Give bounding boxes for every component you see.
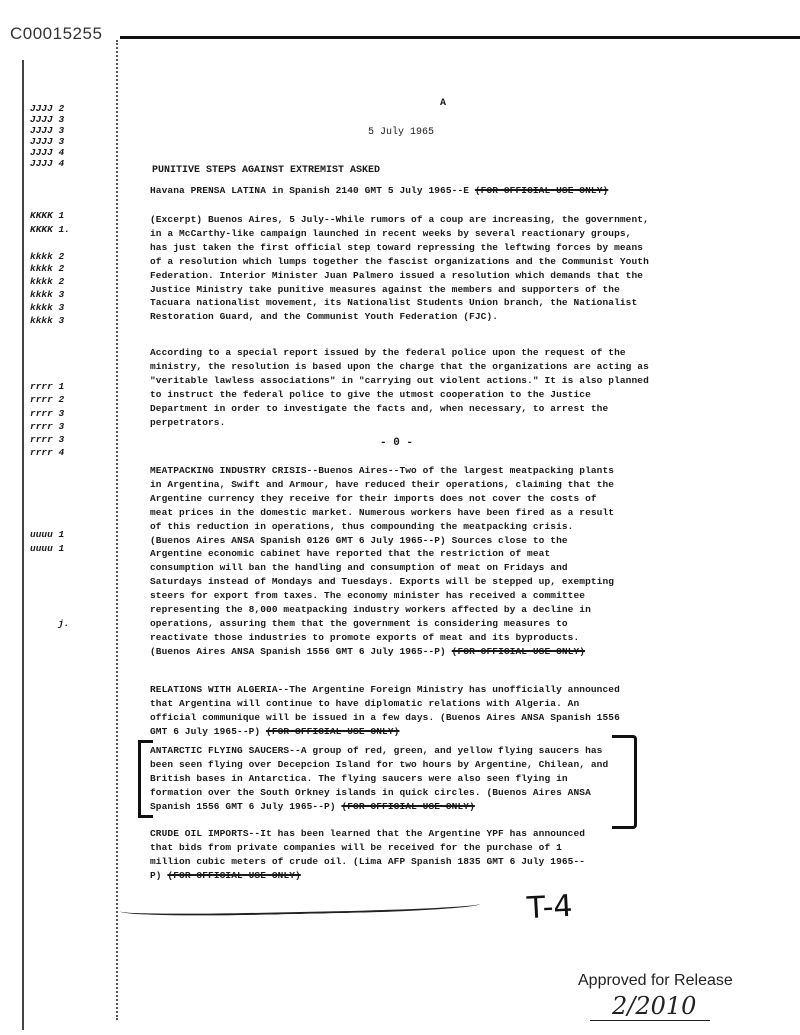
struck-marking: (FOR OFFICIAL USE ONLY) [451, 645, 586, 657]
margin-tag: kkkk 3 [30, 315, 65, 326]
margin-tag: rrrr 3 [30, 421, 65, 432]
handwritten-mark: T-4 [526, 888, 574, 927]
margin-tag: JJJJ 3 [30, 114, 65, 125]
margin-tags [30, 0, 120, 1035]
margin-tag: kkkk 3 [30, 289, 65, 300]
paragraph-2 [150, 346, 650, 429]
item-text: CRUDE OIL IMPORTS--It has been learned that the Argentine YPF has announced that bids from private companies will be received for the purchase of 1 million cubic meters of crude oil. (Lima AFP Spanish 1835 GMT 6 July 1965--P) [150, 828, 586, 881]
item-text: ANTARCTIC FLYING SAUCERS--A group of red, green, and yellow flying saucers has been seen flying over Decepcion Island for two hours by Argentine, Chilean, and British bases in Antarctica. The flying saucers were also seen flying in formation over the South Orkney islands in quick circles. (Buenos Aires ANSA Spanish 1556 GMT 6 July 1965--P) [150, 745, 609, 812]
paragraph-text: (Excerpt) Buenos Aires, 5 July--While rumors of a coup are increasing, the government, in a McCarthy-like campaign launched in recent weeks by several reactionary groups, has just taken the first official step toward repressing the leftwing forces by means of a resolution which lumps together the fascist organizations and the Communist Youth Federation. Interior Minister Juan Palmero issued a resolution which demands that the Justice Ministry take punitive measures against the members and supporters of the Tacuara nationalist movement, its Nationalist Students Union branch, the Nationalist Restoration Guard, and the Communist Youth Federation (FJC). [150, 214, 649, 323]
margin-tag: JJJJ 2 [30, 103, 65, 114]
margin-tag: uuuu 1 [30, 543, 65, 554]
paragraph-1 [150, 213, 650, 324]
struck-marking: (FOR OFFICIAL USE ONLY) [266, 725, 400, 737]
source-line [150, 184, 660, 198]
item-text: RELATIONS WITH ALGERIA--The Argentine Foreign Ministry has unofficially announced that Argentina will continue to have diplomatic relations with Algeria. An official communique will be issued in a few days. (Buenos Aires ANSA Spanish 1556 GMT 6 July 1965--P) [150, 684, 620, 737]
item-flying-saucers [150, 744, 612, 814]
item-crude-oil [150, 827, 590, 883]
hand-scrawl-line [120, 894, 480, 918]
margin-tag: JJJJ 4 [30, 158, 65, 169]
struck-marking: (FOR OFFICIAL USE ONLY) [474, 185, 609, 196]
date-line: 5 July 1965 [368, 127, 435, 138]
top-rule [120, 36, 800, 39]
source-text: Havana PRENSA LATINA in Spanish 2140 GMT 5 July 1965--E [150, 185, 470, 196]
margin-tag: rrrr 3 [30, 408, 65, 419]
approved-stamp: Approved for Release [578, 972, 733, 989]
margin-tag: kkkk 2 [30, 263, 65, 274]
margin-tag: j. [58, 618, 70, 629]
margin-tag: KKKK 1 [30, 210, 65, 221]
item-algeria [150, 683, 620, 739]
headline: PUNITIVE STEPS AGAINST EXTREMIST ASKED [152, 165, 381, 176]
struck-marking: (FOR OFFICIAL USE ONLY) [167, 869, 301, 881]
paragraph-text: According to a special report issued by the federal police upon the request of the ministry, the resolution is based upon the charge that the organizations are acting as "veritable lawless associations" in "carrying out violent actions." It is also planned to instruct the federal police to give the utmost cooperation to the Justice Department in order to investigate the facts and, when necessary, to arrest the perpetrators. [150, 347, 649, 428]
margin-tag: rrrr 2 [30, 394, 65, 405]
section-separator: - 0 - [380, 437, 414, 449]
margin-tag: rrrr 4 [30, 447, 65, 458]
margin-tag: JJJJ 3 [30, 136, 65, 147]
hand-bracket-right [612, 735, 637, 829]
margin-tag: KKKK 1. [30, 224, 70, 235]
margin-tag: kkkk 3 [30, 302, 65, 313]
margin-tag: JJJJ 4 [30, 147, 65, 158]
margin-tag: JJJJ 3 [30, 125, 65, 136]
item-text: MEATPACKING INDUSTRY CRISIS--Buenos Aires--Two of the largest meatpacking plants in Argentina, Swift and Armour, have reduced their operations, claiming that the Argentine currency they receive for their imports does not cover the costs of meat prices in the domestic market. Numerous workers have been fired as a result of this reduction in operations, thus compounding the meatpacking crisis. (Buenos Aires ANSA Spanish 0126 GMT 6 July 1965--P) Sources close to the Argentine economic cabinet have reported that the restriction of meat consumption will ban the handling and consumption of meat on Fridays and Saturdays instead of Mondays and Tuesdays. Exports will be stepped up, exempting steers for export from taxes. The economy minister has received a committee representing the 8,000 meatpacking industry workers affected by a decline in operations, assuring them that the government is considering measures to reactivate those industries to promote exports of meat and its byproducts. (Buenos Aires ANSA Spanish 1556 GMT 6 July 1965--P) [150, 465, 615, 657]
item-meatpacking [150, 464, 618, 659]
struck-marking: (FOR OFFICIAL USE ONLY) [341, 800, 475, 812]
margin-tag: kkkk 2 [30, 251, 65, 262]
margin-tag: uuuu 1 [30, 529, 65, 540]
approved-date: 2/2010 [590, 992, 710, 1021]
margin-tag: kkkk 2 [30, 276, 65, 287]
document-id: C00015255 [10, 24, 103, 43]
page-letter: A [440, 98, 447, 109]
margin-tag: rrrr 1 [30, 381, 65, 392]
left-margin-rule [22, 60, 24, 1030]
margin-tag: rrrr 3 [30, 434, 65, 445]
